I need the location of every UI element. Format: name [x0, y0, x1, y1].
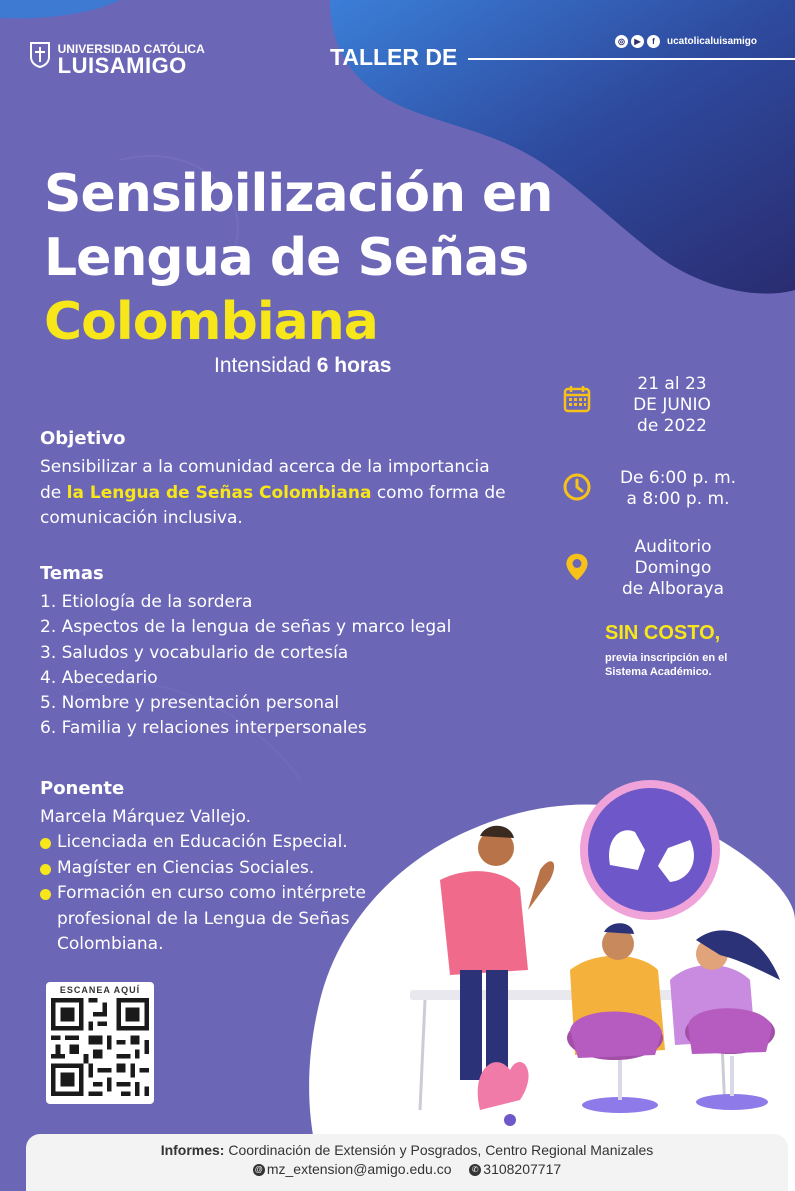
cost-label: SIN COSTO,	[605, 622, 721, 644]
temas-list	[40, 590, 451, 742]
list-item: Magíster en Ciencias Sociales.	[40, 856, 410, 882]
event-date: 21 al 23 DE JUNIO de 2022	[633, 374, 711, 436]
title-line3: Colombiana	[44, 292, 378, 352]
ponente-credentials	[40, 830, 410, 958]
footer-text: Coordinación de Extensión y Posgrados, Centro Regional Manizales	[228, 1142, 654, 1158]
shield-icon	[30, 42, 50, 68]
intensity	[214, 354, 391, 378]
social-handle[interactable]: ucatolicaluisamigo	[667, 36, 758, 47]
objetivo-heading: Objetivo	[40, 428, 126, 449]
objetivo-text-start: Sensibilizar a la comunidad acerca de la importancia de	[40, 457, 490, 503]
footer-info	[26, 1142, 788, 1158]
university-line2: LUISAMIGO	[57, 53, 187, 78]
list-item: 1. Etiología de la sordera	[40, 592, 253, 612]
intensity-value: 6 horas	[316, 354, 392, 377]
email-icon: @	[254, 1165, 263, 1175]
objetivo-text	[40, 455, 510, 532]
ponente-name: Marcela Márquez Vallejo.	[40, 807, 252, 827]
bullet-icon	[40, 864, 51, 875]
sign-language-illustration	[400, 770, 795, 1150]
cost-note: previa inscripción en el Sistema Académico.	[605, 652, 728, 678]
list-item: 2. Aspectos de la lengua de señas y marco legal	[40, 617, 452, 638]
list-item: 6. Familia y relaciones interpersonales	[40, 718, 367, 739]
ponente-heading: Ponente	[40, 778, 125, 799]
qr-code[interactable]	[51, 998, 149, 1096]
title-line1: Sensibilización en	[44, 164, 553, 224]
list-item: Formación en curso como intérprete profesional de la Lengua de Señas Colombiana.	[40, 881, 410, 958]
footer-label: Informes:	[160, 1142, 225, 1158]
eyebrow-divider	[468, 58, 795, 60]
event-time: De 6:00 p. m. a 8:00 p. m.	[619, 468, 737, 509]
footer-phone[interactable]: 3108207717	[483, 1161, 562, 1177]
social-links	[615, 35, 757, 48]
calendar-icon	[562, 384, 592, 414]
objetivo-text-end: como forma de comunicación inclusiva.	[40, 482, 506, 528]
event-place: Auditorio Domingo de Alboraya	[621, 537, 725, 599]
location-pin-icon	[562, 552, 592, 582]
youtube-icon[interactable]: ▶	[631, 35, 644, 48]
footer-contact	[26, 1161, 788, 1177]
objetivo-highlight: la Lengua de Señas Colombiana	[66, 482, 372, 503]
qr-label: ESCANEA AQUÍ	[59, 985, 141, 995]
clock-icon	[562, 472, 592, 502]
title-line2: Lengua de Señas	[44, 228, 529, 288]
list-item: 3. Saludos y vocabulario de cortesía	[40, 642, 349, 663]
main-title	[44, 162, 552, 354]
list-item: Licenciada en Educación Especial.	[40, 830, 410, 856]
intensity-label: Intensidad	[214, 354, 311, 377]
phone-icon: ✆	[469, 1164, 481, 1176]
bullet-icon	[40, 889, 51, 900]
list-item: 5. Nombre y presentación personal	[40, 693, 340, 714]
list-item: 4. Abecedario	[40, 667, 158, 688]
footer-email[interactable]: mz_extension@amigo.edu.co	[266, 1161, 452, 1177]
facebook-icon[interactable]: f	[647, 35, 660, 48]
bullet-icon	[40, 838, 51, 849]
university-line1: UNIVERSIDAD CATÓLICA	[57, 42, 205, 56]
footer	[26, 1134, 788, 1191]
instagram-icon[interactable]: ◎	[615, 35, 628, 48]
temas-heading: Temas	[40, 563, 104, 584]
eyebrow-title: TALLER DE	[330, 44, 458, 70]
university-logo[interactable]	[30, 42, 205, 77]
